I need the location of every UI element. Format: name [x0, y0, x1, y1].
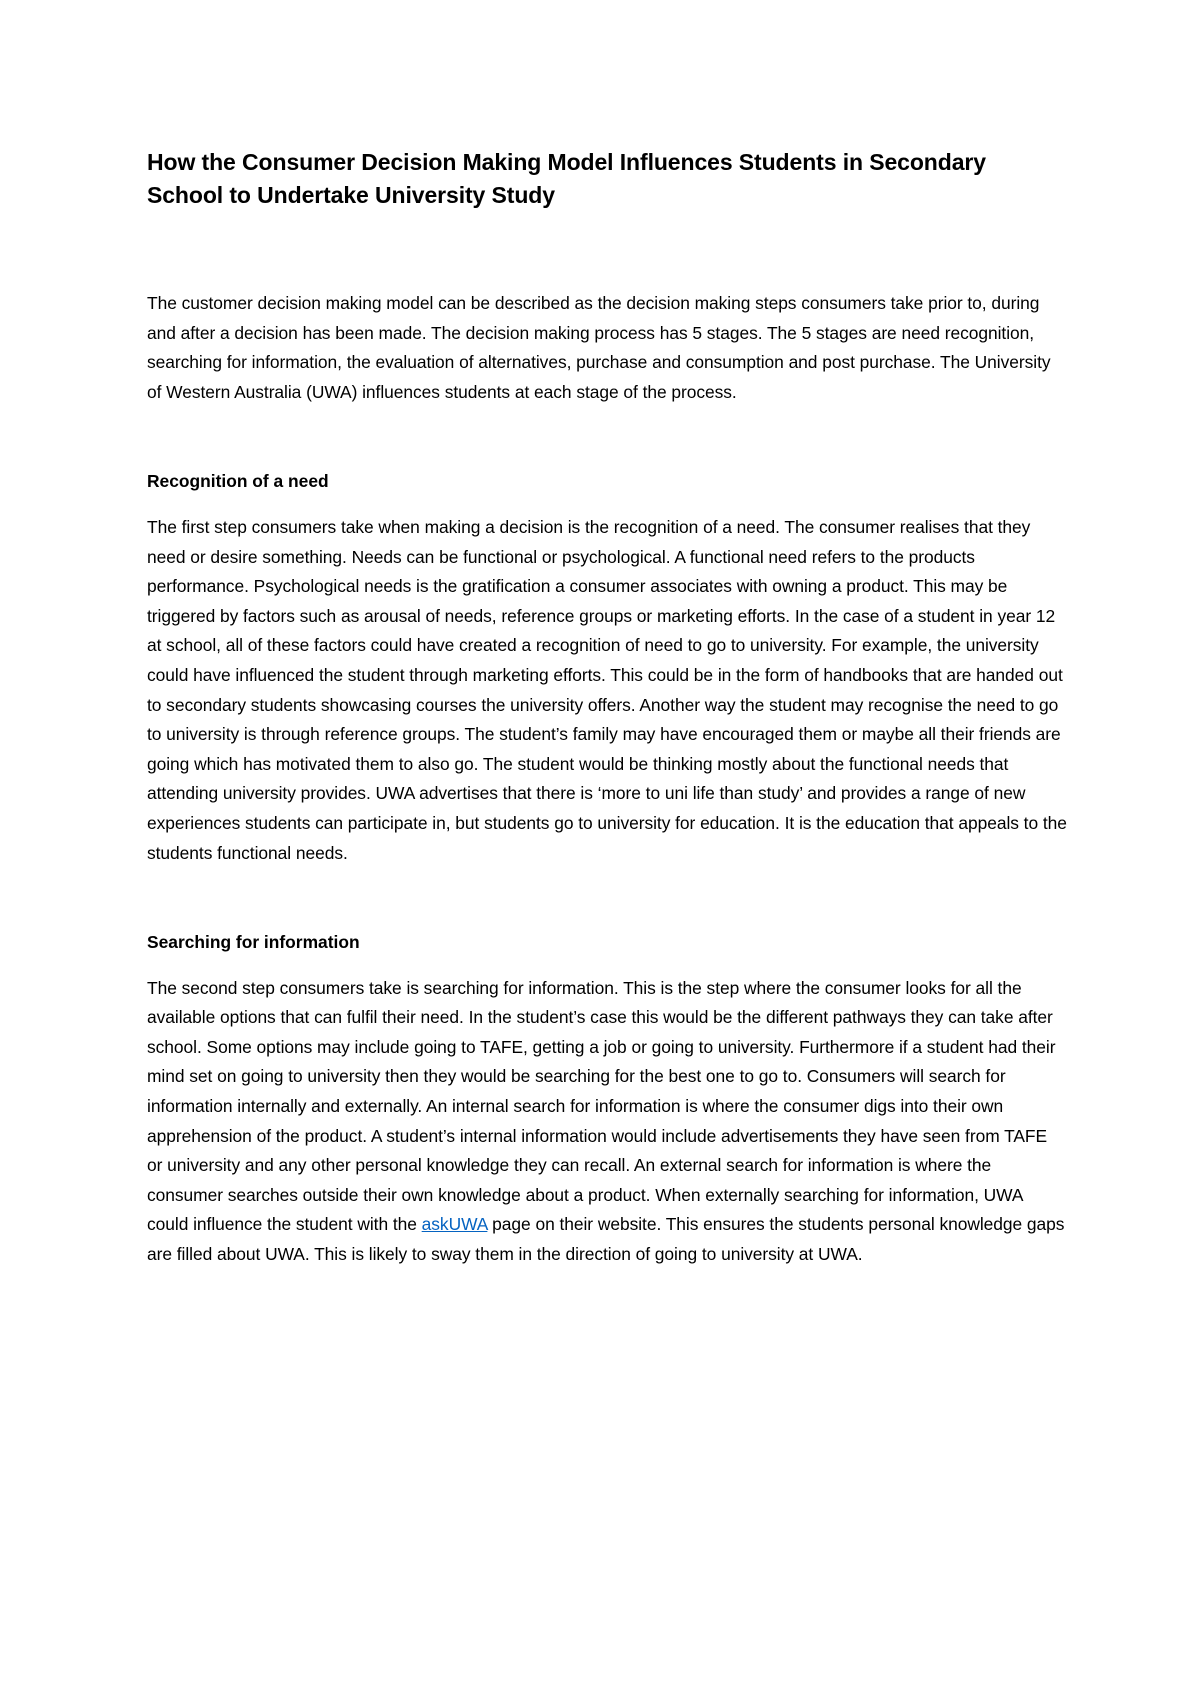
- searching-text-before-link: The second step consumers take is searching for information. This is the step where the consumer looks for all the available options that can fulfil their need. In the student’s case this would be the different pathways they can take after school. Some options may include going to TAFE, getting a job or going to university. Furthermore if a student had their mind set on going to university then they would be searching for the best one to go to. Consumers will search for information internally and externally. An internal search for information is where the consumer digs into their own apprehension of the product. A student’s internal information would include advertisements they have seen from TAFE or university and any other personal knowledge they can recall. An external search for information is where the consumer searches outside their own knowledge about a product. When externally searching for information, UWA could influence the student with the: [147, 977, 1056, 1235]
- section-heading-searching: Searching for information: [147, 932, 360, 953]
- intro-paragraph: The customer decision making model can be described as the decision making steps consumers take prior to, during and after a decision has been made. The decision making process has 5 stages. The 5 stages are need recognition, searching for information, the evaluation of alternatives, purchase and consumption and post purchase. The University of Western Australia (UWA) influences students at each stage of the process.: [147, 293, 1051, 402]
- document-title: How the Consumer Decision Making Model Influences Students in Secondary School to Undertake University Study: [147, 149, 986, 208]
- askuwa-link[interactable]: askUWA: [421, 1214, 488, 1235]
- searching-paragraph: [147, 974, 1067, 1270]
- section-heading-recognition: Recognition of a need: [147, 471, 329, 492]
- searching-text-after-link: page on their website. This ensures the students personal knowledge gaps are filled about UWA. This is likely to sway them in the direction of going to university at UWA.: [147, 1214, 1065, 1265]
- recognition-paragraph: The first step consumers take when making a decision is the recognition of a need. The consumer realises that they need or desire something. Needs can be functional or psychological. A functional need refers to the products performance. Psychological needs is the gratification a consumer associates with owning a product. This may be triggered by factors such as arousal of needs, reference groups or marketing efforts. In the case of a student in year 12 at school, all of these factors could have created a recognition of need to go to university. For example, the university could have influenced the student through marketing efforts. This could be in the form of handbooks that are handed out to secondary students showcasing courses the university offers. Another way the student may recognise the need to go to university is through reference groups. The student’s family may have encouraged them or maybe all their friends are going which has motivated them to also go. The student would be thinking mostly about the functional needs that attending university provides. UWA advertises that there is ‘more to uni life than study’ and provides a range of new experiences students can participate in, but students go to university for education. It is the education that appeals to the students functional needs.: [147, 516, 1067, 863]
- document-content: [147, 146, 1067, 1270]
